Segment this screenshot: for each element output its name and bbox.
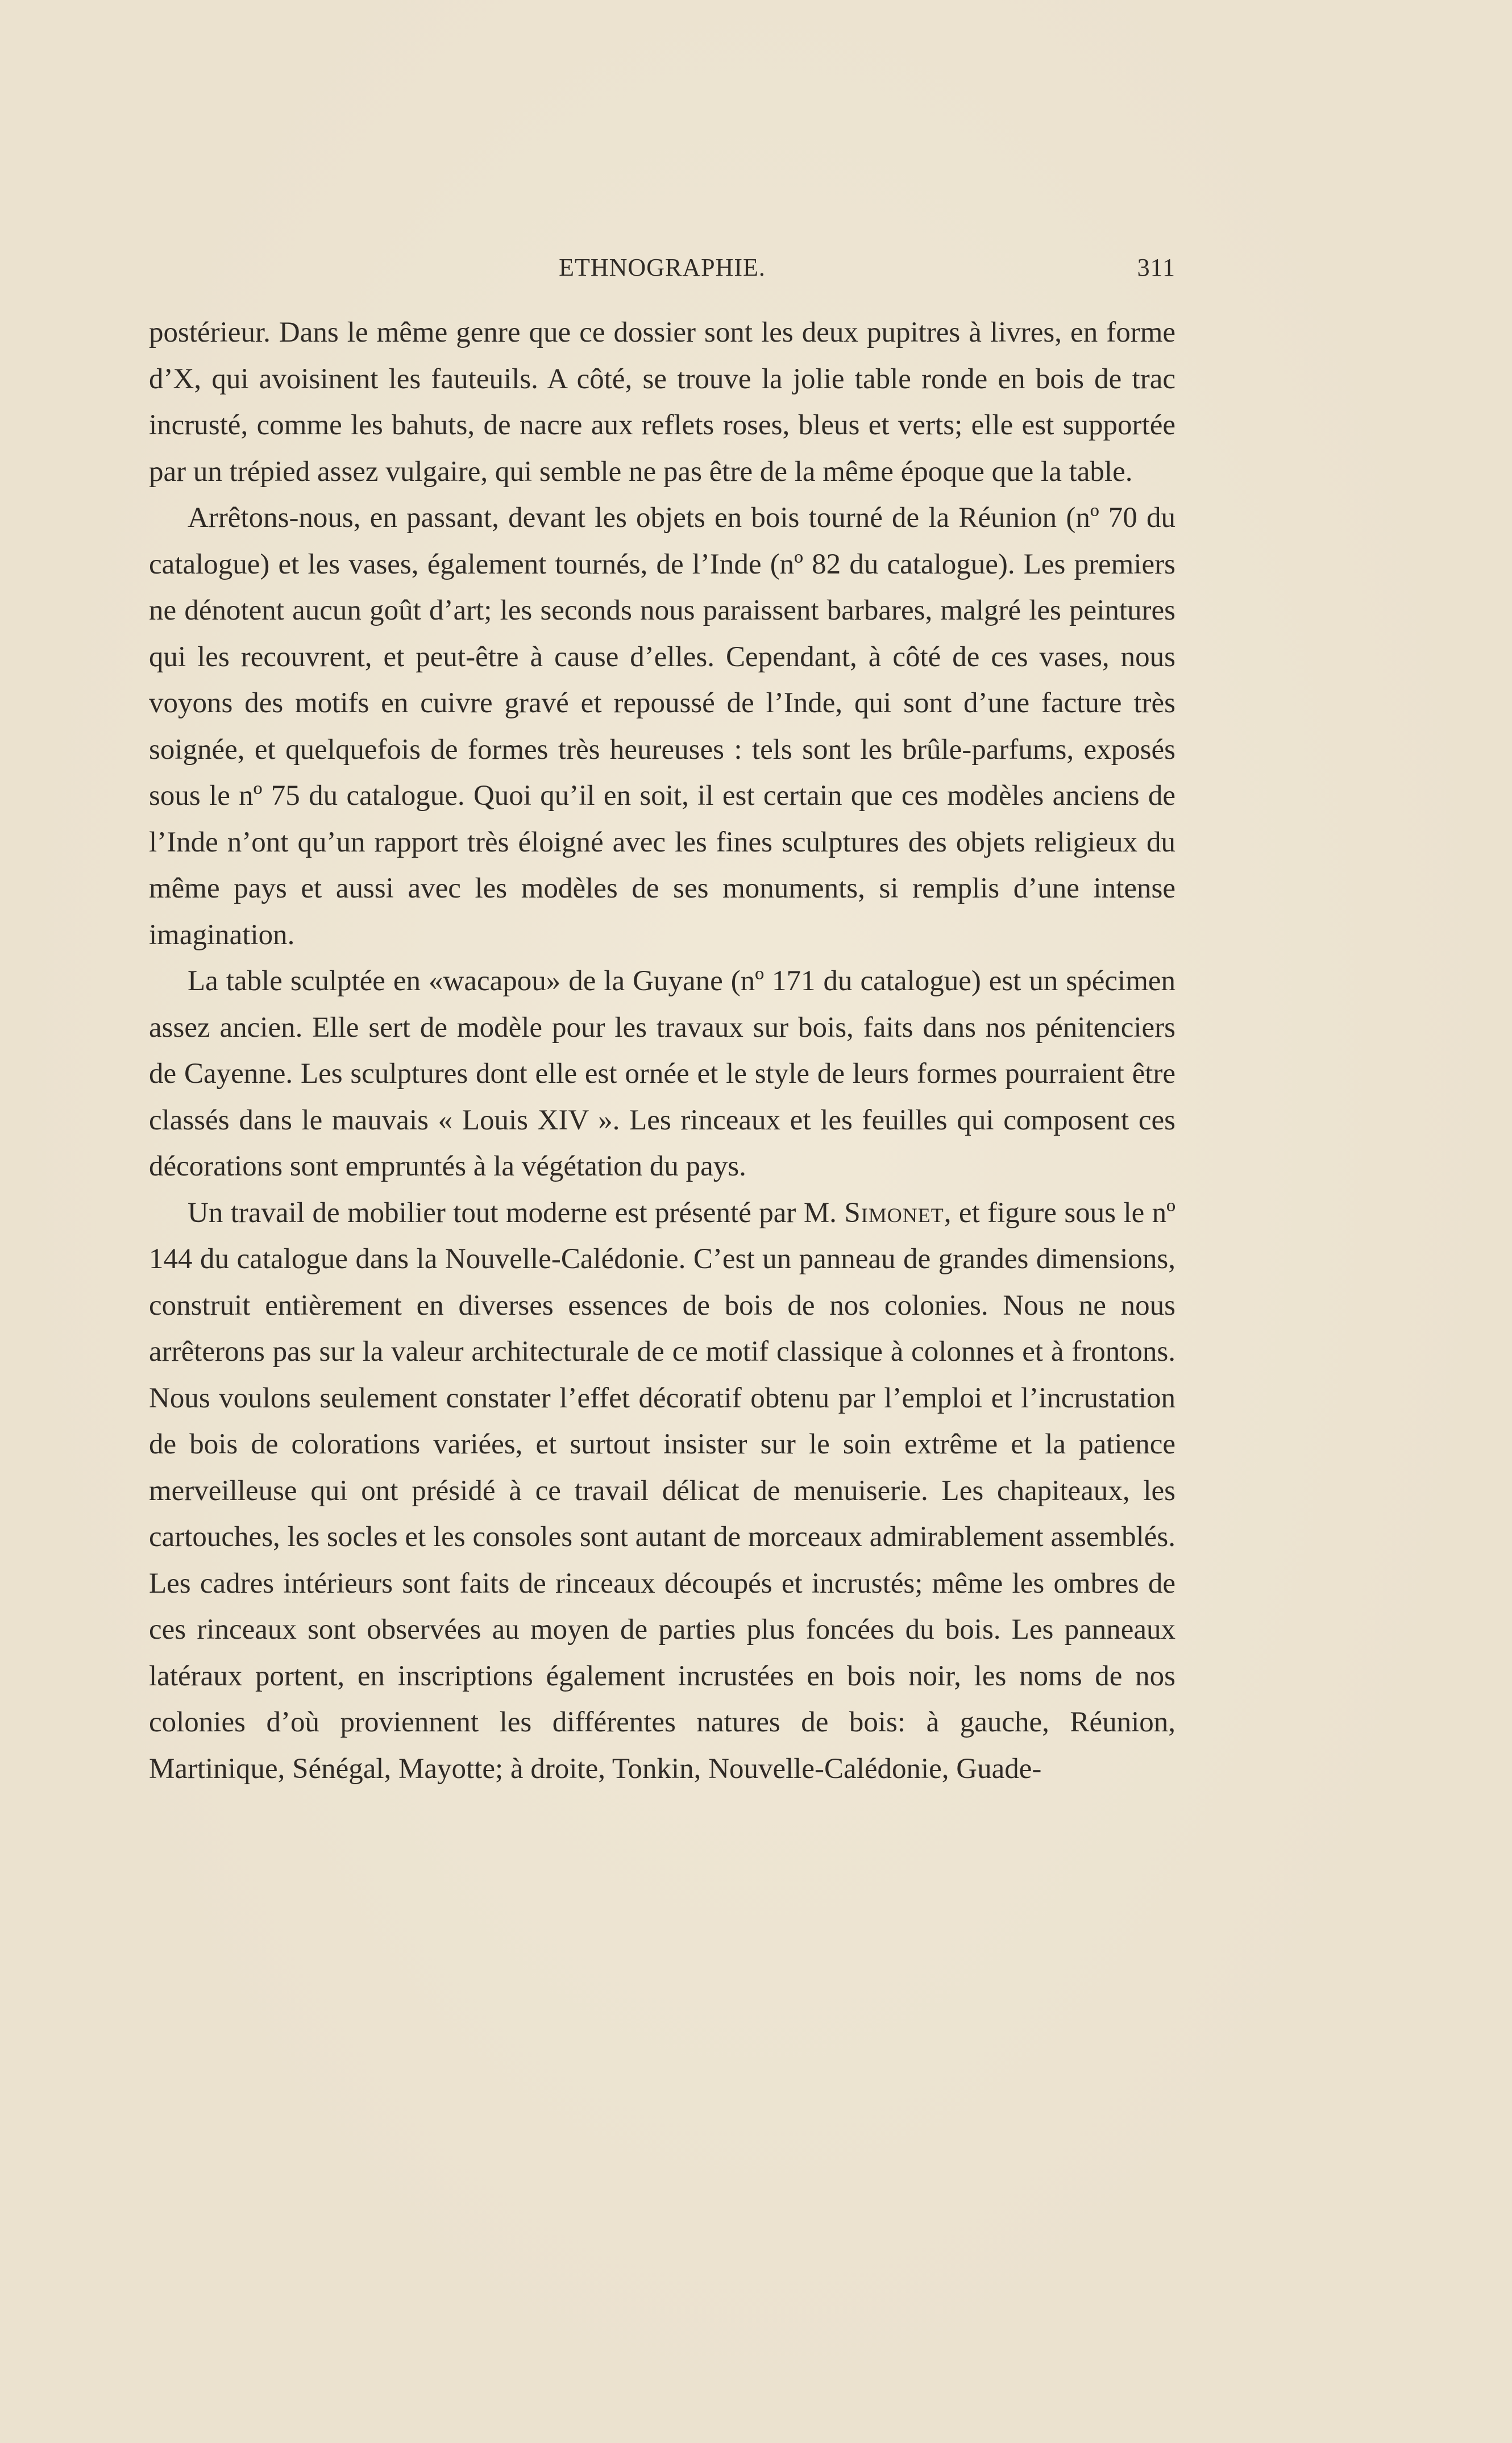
paragraph-text-start: Un travail de mobilier tout moderne est présenté par M. bbox=[188, 1196, 845, 1229]
running-title: ETHNOGRAPHIE. bbox=[559, 254, 766, 281]
paragraph-sculpted-table: La table sculptée en «wacapou» de la Guyane (nº 171 du catalogue) est un spécimen assez ancien. Elle sert de modèle pour les travaux sur bois, faits dans nos pénitenciers de Cayenne. Les sculptures dont elle est ornée et le style de leurs formes pourraient être classés dans le mauvais « Louis XIV ». Les rinceaux et les feuilles qui composent ces décorations sont empruntés à la végétation du pays. bbox=[149, 965, 1175, 1182]
body-text bbox=[149, 310, 1175, 1792]
author-name: Simonet bbox=[844, 1196, 944, 1229]
paragraph-text-end: , et figure sous le nº 144 du catalogue dans la Nouvelle-Calédonie. C’est un panneau de grandes dimensions, construit entièrement en diverses essences de bois de nos colonies. Nous ne nous arrêterons pas sur la valeur architecturale de ce motif classique à colonnes et à frontons. Nous voulons seulement constater l’effet décoratif obtenu par l’emploi et l’incrustation de bois de colorations variées, et surtout insister sur le soin extrême et la patience merveilleuse qui ont présidé à ce travail délicat de menuiserie. Les chapiteaux, les cartouches, les socles et les consoles sont autant de morceaux admirablement assemblés. Les cadres intérieurs sont faits de rinceaux découpés et incrustés; même les ombres de ces rinceaux sont observées au moyen de parties plus foncées du bois. Les panneaux latéraux portent, en inscriptions également incrustées en bois noir, les noms de nos colonies d’où proviennent les différentes natures de bois: à gauche, Réunion, Martinique, Sénégal, Mayotte; à droite, Tonkin, Nouvelle-Calédonie, Guade- bbox=[149, 1196, 1175, 1785]
paragraph-continued: postérieur. Dans le même genre que ce dossier sont les deux pupitres à livres, en forme d’X, qui avoisinent les fauteuils. A côté, se trouve la jolie table ronde en bois de trac incrusté, comme les bahuts, de nacre aux reflets roses, bleus et verts; elle est supportée par un trépied assez vulgaire, qui semble ne pas être de la même époque que la table. bbox=[149, 317, 1175, 488]
page-number: 311 bbox=[1137, 254, 1175, 281]
running-header bbox=[149, 253, 1175, 287]
paragraph-furniture-panel bbox=[149, 1190, 1175, 1793]
paragraph-turned-wood: Arrêtons-nous, en passant, devant les objets en bois tourné de la Réunion (nº 70 du catalogue) et les vases, également tournés, de l’Inde (nº 82 du catalogue). Les premiers ne dénotent aucun goût d’art; les seconds nous paraissent barbares, malgré les peintures qui les recouvrent, et peut-être à cause d’elles. Cependant, à côté de ces vases, nous voyons des motifs en cuivre gravé et repoussé de l’Inde, qui sont d’une facture très soignée, et quelquefois de formes très heureuses : tels sont les brûle-parfums, exposés sous le nº 75 du catalogue. Quoi qu’il en soit, il est certain que ces modèles anciens de l’Inde n’ont qu’un rapport très éloigné avec les fines sculptures des objets religieux du même pays et aussi avec les modèles de ses monuments, si remplis d’une intense imagination. bbox=[149, 502, 1175, 951]
